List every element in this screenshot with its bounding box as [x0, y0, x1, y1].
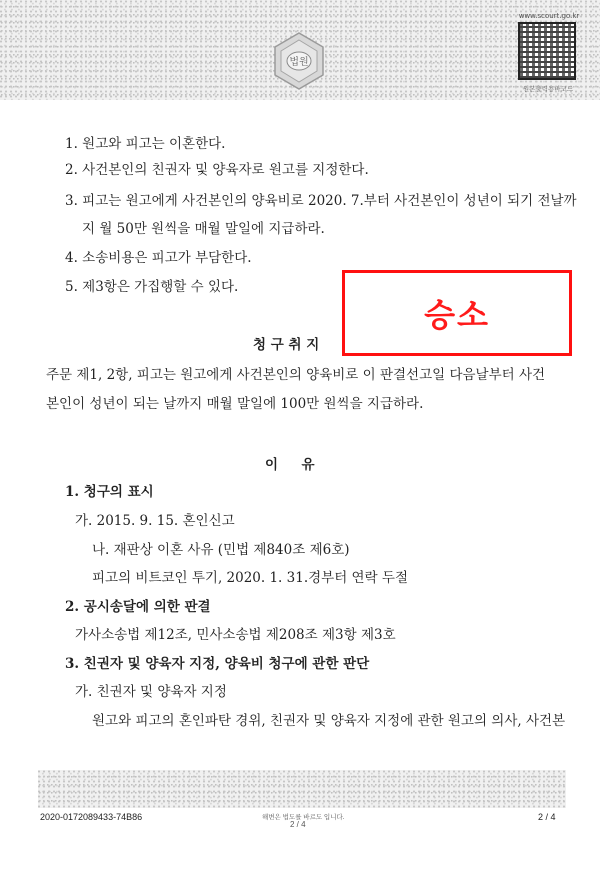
section-1-b-detail: 피고의 비트코인 투기, 2020. 1. 31.경부터 연락 두절	[92, 570, 408, 586]
order-line-4: 4. 소송비용은 피고가 부담한다.	[65, 250, 252, 266]
order-line-1: 1. 원고와 피고는 이혼한다.	[65, 136, 226, 152]
page-number: 2 / 4	[538, 812, 556, 822]
section-2-detail: 가사소송법 제12조, 민사소송법 제208조 제3항 제3호	[75, 627, 396, 643]
claim-heading: 청 구 취 지	[253, 337, 320, 353]
footer-scan-noise	[38, 770, 566, 808]
reason-heading: 이 유	[265, 457, 315, 473]
claim-line-1: 주문 제1, 2항, 피고는 원고에게 사건본인의 양육비로 이 판결선고일 다음날부터 사건	[46, 367, 546, 383]
seal-text: 법원	[289, 57, 309, 68]
section-3-title: 3. 친권자 및 양육자 지정, 양육비 청구에 관한 판단	[65, 656, 370, 672]
claim-line-2: 본인이 성년이 되는 날까지 매월 말일에 100만 원씩을 지급하라.	[46, 396, 424, 412]
win-stamp-text: 승소	[424, 296, 490, 334]
document-id: 2020-0172089433-74B86	[40, 812, 143, 822]
section-1-title: 1. 청구의 표시	[65, 484, 154, 500]
footer-center-page: 2 / 4	[290, 820, 306, 829]
section-1-b: 나. 재판상 이혼 사유 (민법 제840조 제6호)	[92, 542, 350, 558]
section-3-a-detail: 원고와 피고의 혼인파탄 경위, 친권자 및 양육자 지정에 관한 원고의 의사, 사건본	[92, 713, 566, 729]
qr-caption: 원본출력용바코드	[522, 85, 574, 93]
footer-note: 해변은 법도를 바르도 입니다.	[262, 814, 345, 821]
win-stamp	[342, 270, 572, 356]
order-line-3: 3. 피고는 원고에게 사건본인의 양육비로 2020. 7.부터 사건본인이 성년이 되기 전날까	[65, 193, 577, 209]
section-3-a: 가. 친권자 및 양육자 지정	[75, 684, 227, 700]
order-line-2: 2. 사건본인의 친권자 및 양육자로 원고를 지정한다.	[65, 162, 369, 178]
section-2-title: 2. 공시송달에 의한 판결	[65, 599, 211, 615]
order-line-5: 5. 제3항은 가집행할 수 있다.	[65, 279, 239, 295]
section-1-a: 가. 2015. 9. 15. 혼인신고	[75, 513, 235, 529]
qr-code-icon	[518, 22, 576, 80]
court-seal-icon	[268, 30, 330, 92]
order-line-3-continued: 지 월 50만 원씩을 매월 말일에 지급하라.	[82, 221, 325, 237]
court-url: www.scourt.go.kr	[518, 12, 580, 20]
